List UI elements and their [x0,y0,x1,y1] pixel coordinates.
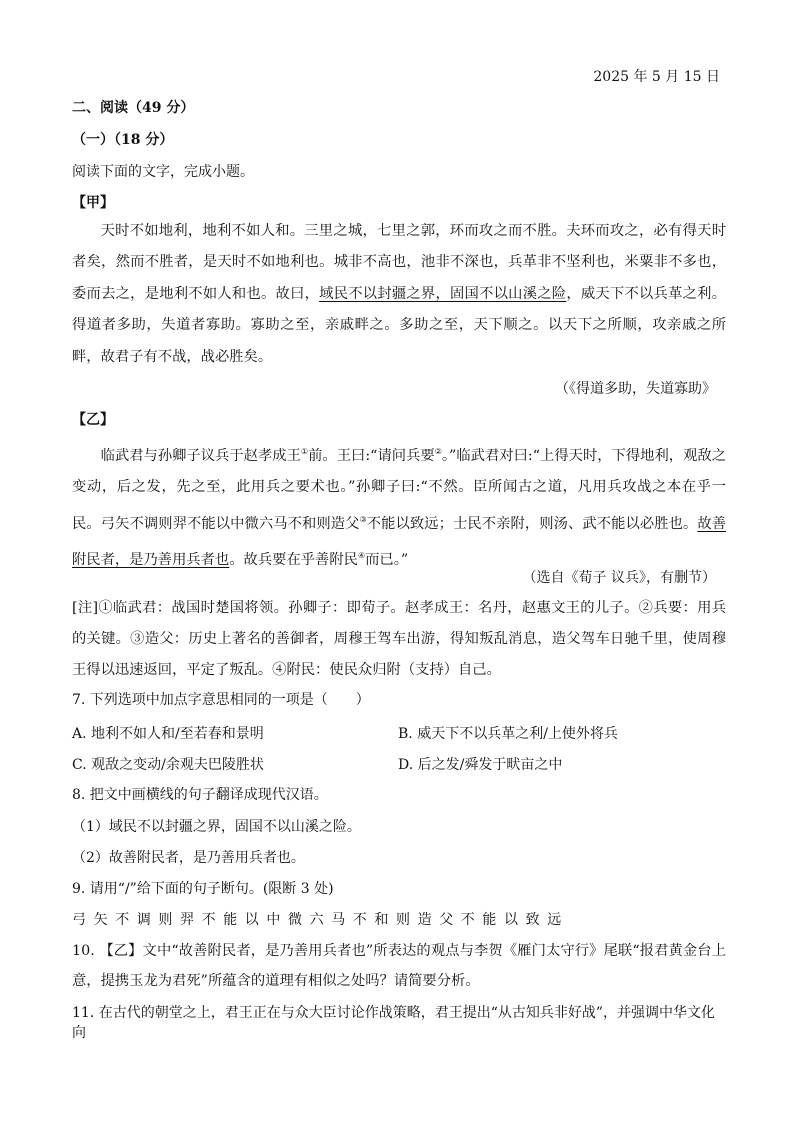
question-8-2: （2）故善附民者，是乃善用兵者也。 [72,850,305,866]
part-title: （一）（18 分） [72,132,174,148]
yi-text-2: 前。王曰:“请问兵要 [308,447,435,464]
yi-text-5: ；士民不亲附，则汤、武不能以必胜也。 [438,515,698,532]
jia-text-1: 天时不如地利，地利不如人和。三里之城，七里之郭，环而攻之而不胜。夫环而攻之，必有得天时者矣，然而不胜者，是天时不如地利也。城非不高也，池非不深也，兵革非不坚利也，米粟非不多也，委而去之，是地利不如人和也。故曰， [72,223,726,302]
question-9-sentence: 弓矢不调则羿不能以中微六马不和则造父不能以致远 [72,912,569,928]
question-10: 10. 【乙】文中“故善附民者，是乃善用兵者也”所表达的观点与李贺《雁门太守行》尾联“报君黄金台上意，提携玉龙为君死”所蕴含的道理有相似之处吗？请简要分析。 [72,943,726,989]
question-7: 7. 下列选项中加点字意思相同的一项是（ ） [72,692,370,708]
yi-underlined-sentence: 故善附民者，是乃善用兵者也 [72,515,727,569]
yi-text-7: 而已。” [365,552,409,569]
yi-passage [72,436,726,577]
note-ref-1: ① [300,447,309,456]
note-ref-2: ② [434,447,442,456]
yi-text-4: 不能以致远 [366,515,439,532]
instruction: 阅读下面的文字，完成小题。 [72,164,254,180]
note-ref-3: ③ [359,514,367,524]
jia-label: 【甲】 [72,195,114,211]
yi-label: 【乙】 [72,412,114,428]
option-c[interactable]: C. 观敌之变动/余观夫巴陵胜状 [72,757,264,773]
yi-text-1: 临武君与孙卿子议兵于赵孝成王 [100,447,301,464]
jia-text-2: ，威天下不以兵革之利。得道者多助，失道者寡助。寡助之至，亲戚畔之。多助之至，天下顺之。以天下之所顺，攻亲戚之所畔，故君子有不战，战必胜矣。 [72,285,726,365]
question-8: 8. 把文中画横线的句子翻译成现代汉语。 [72,787,328,803]
question-7-options [72,723,726,783]
question-8-1: （1）域民不以封疆之界，固国不以山溪之险。 [72,819,361,835]
section-title: 二、阅读（49 分） [72,100,195,116]
question-11: 11. 在古代的朝堂之上，君王正在与众大臣讨论作战策略，君王提出“从古知兵非好战”，并强调中华文化向 [72,1005,716,1041]
option-d[interactable]: D. 后之发/舜发于畎亩之中 [398,757,563,773]
option-b[interactable]: B. 威天下不以兵革之利/上使外将兵 [398,726,618,742]
question-9: 9. 请用“/”给下面的句子断句。(限断 3 处) [72,881,334,897]
yi-text-3: 。”临武君对曰:“上得天时，下得地利，观敌之变动，后之发，先之至，此用兵之要术也。”孙卿子曰:“不然。臣所闻古之道，凡用兵攻战之本在乎一民。弓矢不调则羿不能以中微六马不和则造父 [72,447,727,532]
option-a[interactable]: A. 地利不如人和/至若春和景明 [72,726,264,742]
yi-text-6: 。故兵要在乎善附民 [229,552,358,569]
date: 2025 年 5 月 15 日 [593,69,720,85]
note-ref-4: ④ [357,551,366,561]
jia-passage [72,216,726,373]
jia-underlined-sentence: 域民不以封疆之界，固国不以山溪之险 [319,285,567,302]
notes: [注]①临武君：战国时楚国将领。孙卿子：即荀子。赵孝成王：名丹，赵惠文王的儿子。②兵要：用兵的关键。③造父：历史上著名的善御者，周穆王驾车出游，得知叛乱消息，造父驾车日驰千里，使周穆王得以迅速返回，平定了叛乱。④附民：使民众归附（支持）自己。 [72,600,726,678]
jia-source: （《得道多助，失道寡助》 [555,381,716,397]
yi-source: （选自《荀子 议兵》，有删节） [522,570,716,586]
